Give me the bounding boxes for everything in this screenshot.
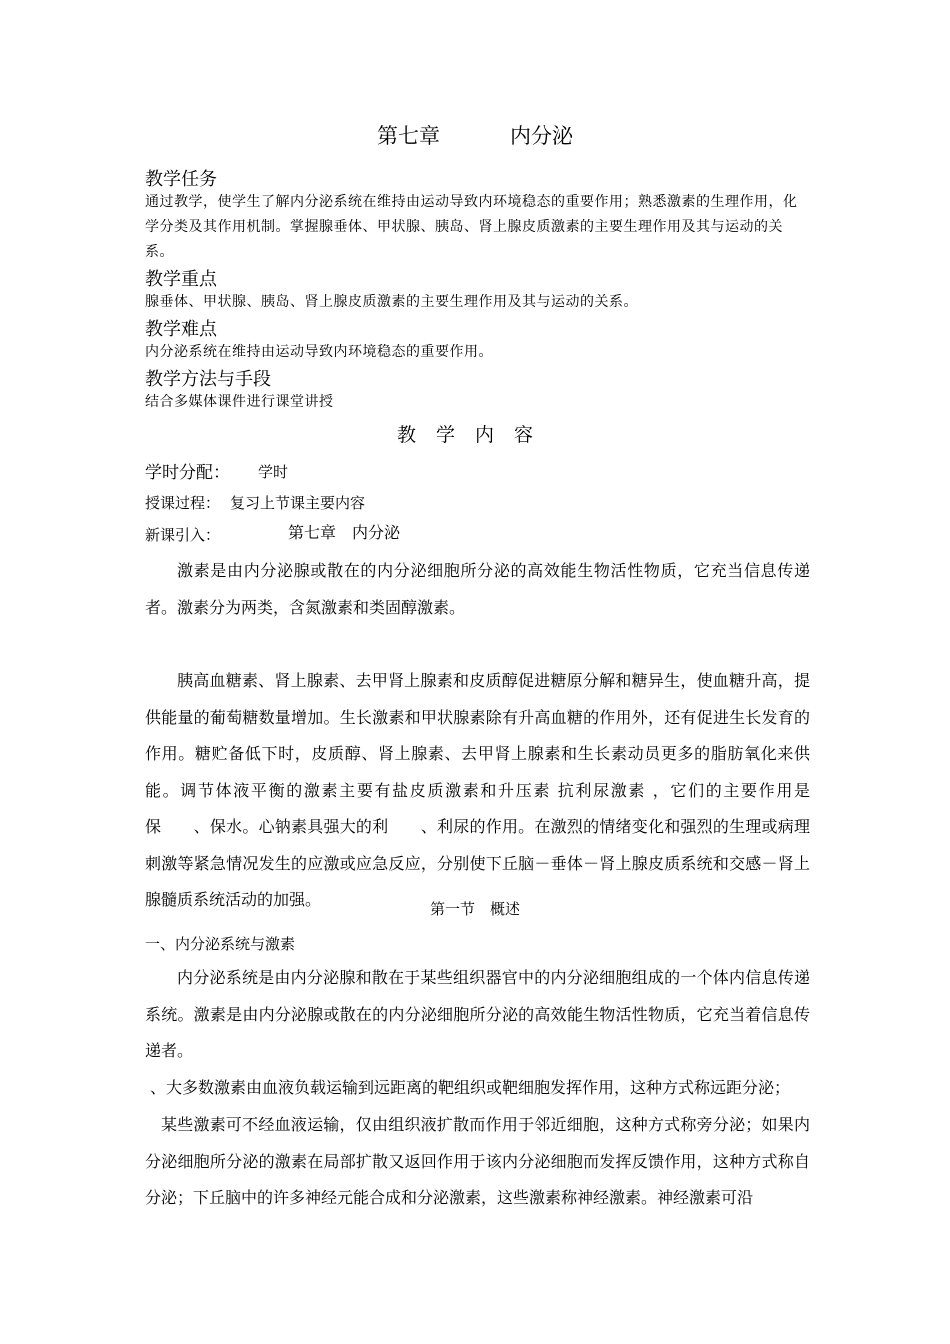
hours-label: 学时分配： <box>145 463 230 483</box>
chapter-title <box>0 120 950 150</box>
section-paragraph-2: 、大多数激素由血液负载运输到远距离的靶组织或靶细胞发挥作用，这种方式称远距分泌； <box>150 1078 791 1097</box>
chapter-name: 内分泌 <box>510 124 573 148</box>
difficulties-text: 内分泌系统在维持由运动导致内环境稳态的重要作用。 <box>145 344 493 360</box>
difficulties-heading: 教学难点 <box>145 319 217 340</box>
methods-text: 结合多媒体课件进行课堂讲授 <box>145 394 334 410</box>
paragraph-1: 激素是由内分泌腺或散在的内分泌细胞所分泌的高效能生物活性物质，它充当信息传递者。激素分为两类，含氮激素和类固醇激素。 <box>145 561 810 617</box>
methods-heading: 教学方法与手段 <box>145 369 271 390</box>
intro-value: 第七章 内分泌 <box>288 523 401 542</box>
section-paragraph-1: 内分泌系统是由内分泌腺和散在于某些组织器官中的内分泌细胞组成的一个体内信息传递系统。激素是由内分泌腺或散在的内分泌细胞所分泌的高效能生物活性物质，它充当着信息传递者。 <box>145 968 810 1060</box>
content-title: 教学内容 <box>396 424 553 446</box>
key-points-text: 腺垂体、甲状腺、胰岛、肾上腺皮质激素的主要生理作用及其与运动的关系。 <box>145 294 638 310</box>
process-value: 复习上节课主要内容 <box>230 494 366 512</box>
section-title: 第一节 概述 <box>429 900 520 918</box>
chapter-number: 第七章 <box>377 124 440 148</box>
process-label: 授课过程： <box>145 494 221 512</box>
paragraph-2: 胰高血糖素、肾上腺素、去甲肾上腺素和皮质醇促进糖原分解和糖异生，使血糖升高，提供能量的葡萄糖数量增加。生长激素和甲状腺素除有升高血糖的作用外，还有促进生长发育的作用。糖贮备低下时，皮质醇、肾上腺素、去甲肾上腺素和生长素动员更多的脂肪氧化来供能。调节体液平衡的激素主要有盐皮质激素和升压素 抗利尿激素 ，它们的主要作用是保 、保水。心钠素具强大的利 、利尿的作用。在激烈的情绪变化和强烈的生理或病理刺激等紧急情况发生的应激或应急反应，分别使下丘脑－垂体－肾上腺皮质系统和交感－肾上腺髓质系统活动的加强。 <box>145 671 810 909</box>
subsection-title: 一、内分泌系统与激素 <box>145 935 296 953</box>
intro-label: 新课引入： <box>145 526 221 544</box>
task-text: 通过教学，使学生了解内分泌系统在维持由运动导致内环境稳态的重要作用；熟悉激素的生理作用，化学分类及其作用机制。掌握腺垂体、甲状腺、胰岛、肾上腺皮质激素的主要生理作用及其与运动的关系。 <box>145 194 798 260</box>
key-points-heading: 教学重点 <box>145 269 217 290</box>
hours-value: 学时 <box>258 463 289 481</box>
section-paragraph-3: 某些激素可不经血液运输，仅由组织液扩散而作用于邻近细胞，这种方式称旁分泌；如果内分泌细胞所分泌的激素在局部扩散又返回作用于该内分泌细胞而发挥反馈作用，这种方式称自分泌；下丘脑中的许多神经元能合成和分泌激素，这些激素称神经激素。神经激素可沿 <box>145 1115 810 1207</box>
task-heading: 教学任务 <box>145 169 217 190</box>
